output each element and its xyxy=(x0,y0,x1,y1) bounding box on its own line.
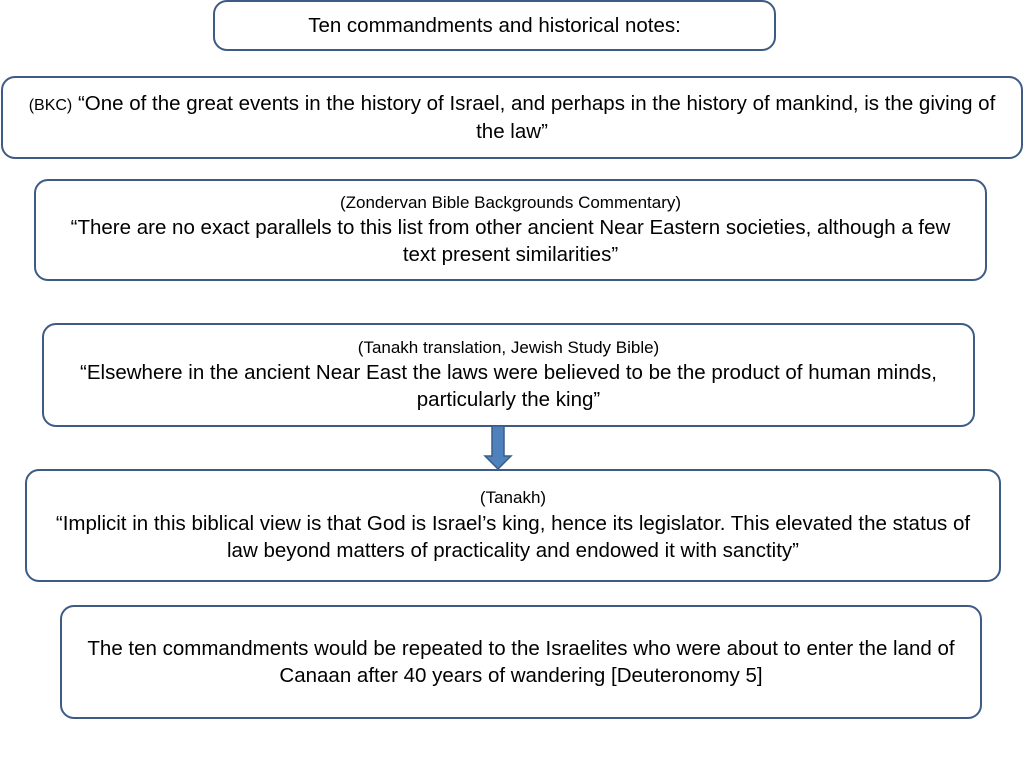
bkc-quote-box xyxy=(1,76,1023,159)
down-arrow-icon xyxy=(483,426,513,470)
tanakh-study-quote: “Elsewhere in the ancient Near East the laws were believed to be the product of human minds, particularly the king” xyxy=(80,361,937,412)
deuteronomy-text: The ten commandments would be repeated to the Israelites who were about to enter the land of Canaan after 40 years of wandering [Deuteronomy 5] xyxy=(87,636,955,687)
slide-title: Ten commandments and historical notes: xyxy=(308,13,681,37)
tanakh-study-quote-box xyxy=(42,323,975,427)
bkc-quote: “One of the great events in the history of Israel, and perhaps in the history of mankind, is the giving of the law” xyxy=(77,92,996,143)
deuteronomy-note-box xyxy=(60,605,982,719)
bkc-source: (BKC) xyxy=(28,97,73,115)
tanakh-quote: “Implicit in this biblical view is that God is Israel’s king, hence its legislator. This elevated the status of law beyond matters of practicality and endowed it with sanctity” xyxy=(55,511,971,562)
tanakh-study-source: (Tanakh translation, Jewish Study Bible) xyxy=(357,337,660,357)
zondervan-quote-box xyxy=(34,179,987,281)
title-box xyxy=(213,0,776,51)
bkc-quote-paragraph xyxy=(21,90,1003,144)
zondervan-source: (Zondervan Bible Backgrounds Commentary) xyxy=(339,192,682,212)
zondervan-quote: “There are no exact parallels to this list from other ancient Near Eastern societies, although a few text present similarities” xyxy=(70,216,951,267)
tanakh-source: (Tanakh) xyxy=(479,488,547,508)
tanakh-quote-box xyxy=(25,469,1001,582)
